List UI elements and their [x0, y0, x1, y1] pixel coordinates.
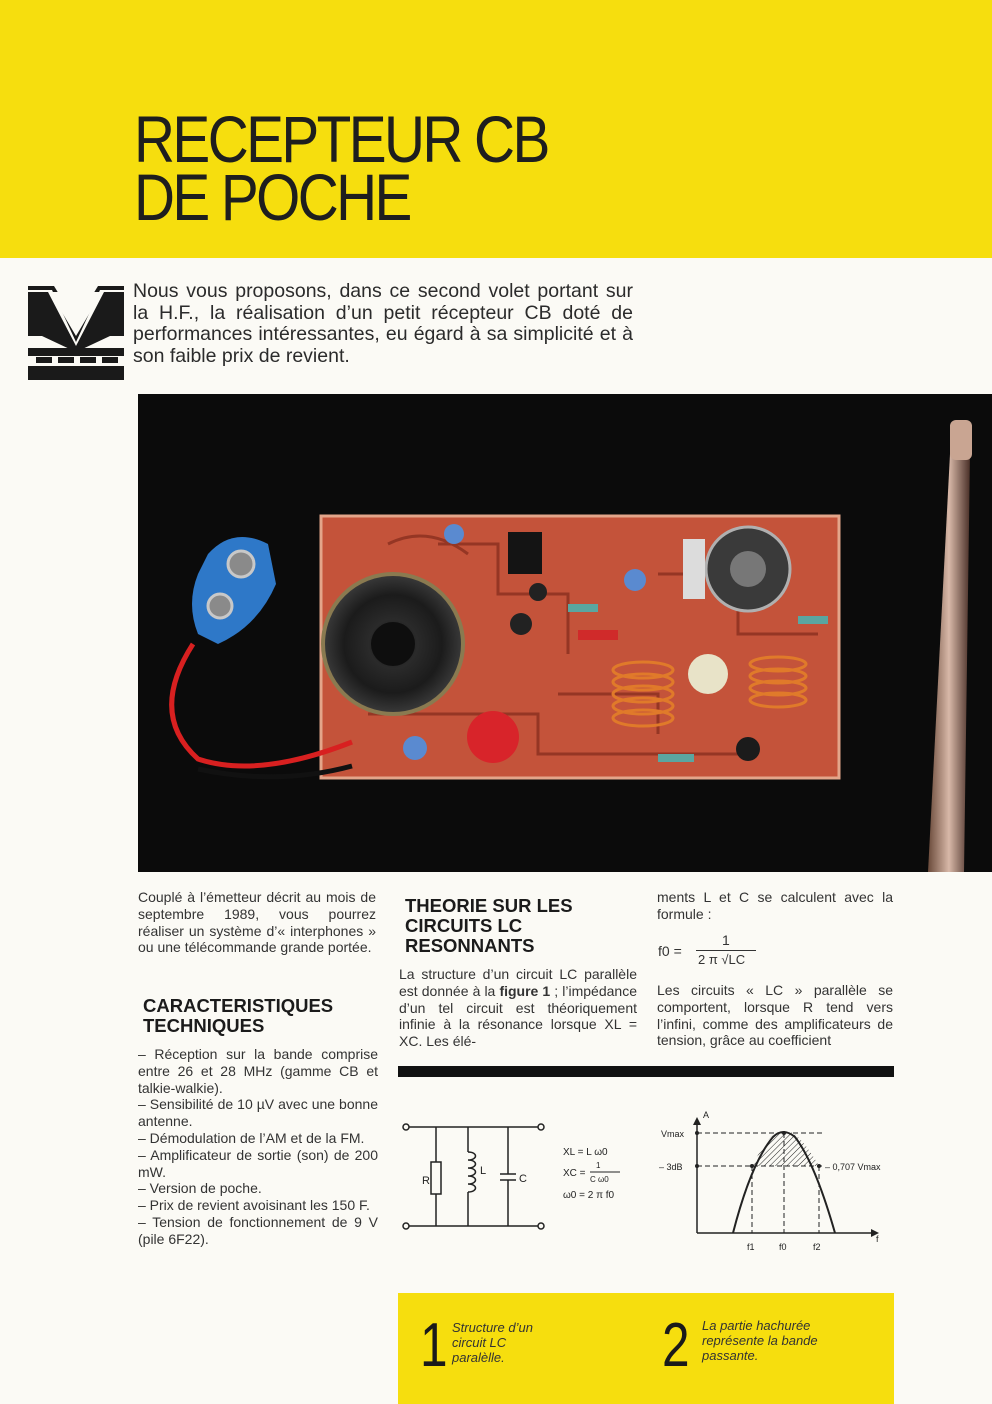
col2-text-after: ; l’impédance d’un tel circuit est théoriquement infinie à la résonance lorsque XL = XC. Les élé-: [399, 982, 637, 1050]
red-capacitor: [467, 711, 519, 763]
col2-text-before: La structure d’un circuit LC parallèle est donnée à la: [399, 966, 637, 999]
heading-caracteristiques: CARACTERISTIQUES TECHNIQUES: [143, 995, 334, 1036]
spec-item: – Prix de revient avoisinant les 150 F.: [138, 1197, 370, 1214]
eq-xc-lhs: XC =: [563, 1168, 586, 1179]
intro-paragraph: Nous vous proposons, dans ce second volet portant sur la H.F., la réalisation d’un petit récepteur CB doté de performances intéressantes, eu égard à sa simplicité et à son faible prix de revient.: [133, 280, 633, 367]
trimmer: [688, 654, 728, 694]
figure-ref: figure 1: [499, 982, 551, 999]
col3-text1: ments L et C se calculent avec la formule :: [657, 889, 893, 922]
f0-label: f0: [779, 1242, 787, 1252]
axis-a-label: A: [703, 1110, 710, 1120]
spec-item: – Tension de fonctionnement de 9 V (pile 6F22).: [138, 1213, 378, 1247]
antenna: [928, 454, 970, 872]
pcb-illustration: [138, 394, 992, 872]
article-title: [134, 102, 548, 234]
eq-xl: XL = L ω0: [563, 1147, 608, 1158]
magazine-logo-icon: [28, 278, 124, 380]
figure1-number: 1: [420, 1311, 448, 1380]
axis-f-label: f: [876, 1234, 879, 1244]
spec-item: – Sensibilité de 10 µV avec une bonne antenne.: [138, 1096, 378, 1130]
eq-omega: ω0 = 2 π f0: [563, 1190, 615, 1201]
vmax-label: Vmax: [661, 1129, 685, 1139]
figure2-number: 2: [662, 1311, 690, 1380]
col2-text: [399, 966, 637, 1050]
eq-xc-num: 1: [596, 1161, 601, 1170]
label-l: L: [480, 1165, 487, 1177]
figure1-lc-circuit: [398, 1100, 638, 1240]
f1-label: f1: [747, 1242, 755, 1252]
formula-numerator: 1: [722, 932, 730, 948]
figure2-caption: La partie hachurée représente la bande passante.: [702, 1318, 818, 1363]
col3-text2: Les circuits « LC » parallèle se comportent, lorsque R tend vers l’infini, comme des amplificateurs de tension, grâce au coefficient: [657, 982, 893, 1049]
antenna-tip: [950, 420, 972, 460]
minus3db-label: – 3dB: [659, 1162, 683, 1172]
figure1-caption: Structure d’un circuit LC paralèlle.: [452, 1320, 533, 1365]
spec-item: – Réception sur la bande comprise entre 26 et 28 MHz (gamme CB et talkie-walkie).: [138, 1046, 378, 1096]
ic-chip: [508, 532, 542, 574]
label-r: R: [422, 1175, 430, 1187]
section-rule: [398, 1066, 894, 1077]
spec-item: – Amplificateur de sortie (son) de 200 mW.: [138, 1146, 378, 1180]
f2-label: f2: [813, 1242, 821, 1252]
specs-list: [138, 1046, 378, 1248]
heading-theorie: THEORIE SUR LES CIRCUITS LC RESONNANTS: [405, 895, 573, 956]
col1-lead: Couplé à l’émetteur décrit au mois de septembre 1989, vous pourrez réaliser un système d’« interphones » ou une télécommande grande portée.: [138, 889, 376, 956]
spec-item: – Démodulation de l’AM et de la FM.: [138, 1129, 365, 1146]
spec-item: – Version de poche.: [138, 1180, 262, 1197]
figure-captions-box: [398, 1293, 894, 1404]
title-line-1: RECEPTEUR CB: [134, 102, 548, 176]
formula-lhs: f0 =: [658, 943, 682, 959]
figure2-resonance-curve: [655, 1105, 900, 1255]
label-c: C: [519, 1173, 527, 1185]
ratio-label: – 0,707 Vmax: [825, 1162, 881, 1172]
eq-xc-den: C ω0: [590, 1175, 609, 1184]
resonance-formula: [658, 932, 778, 972]
title-line-2: DE POCHE: [134, 160, 410, 234]
formula-denominator: 2 π √LC: [698, 952, 746, 967]
receiver-photo: [138, 394, 992, 872]
